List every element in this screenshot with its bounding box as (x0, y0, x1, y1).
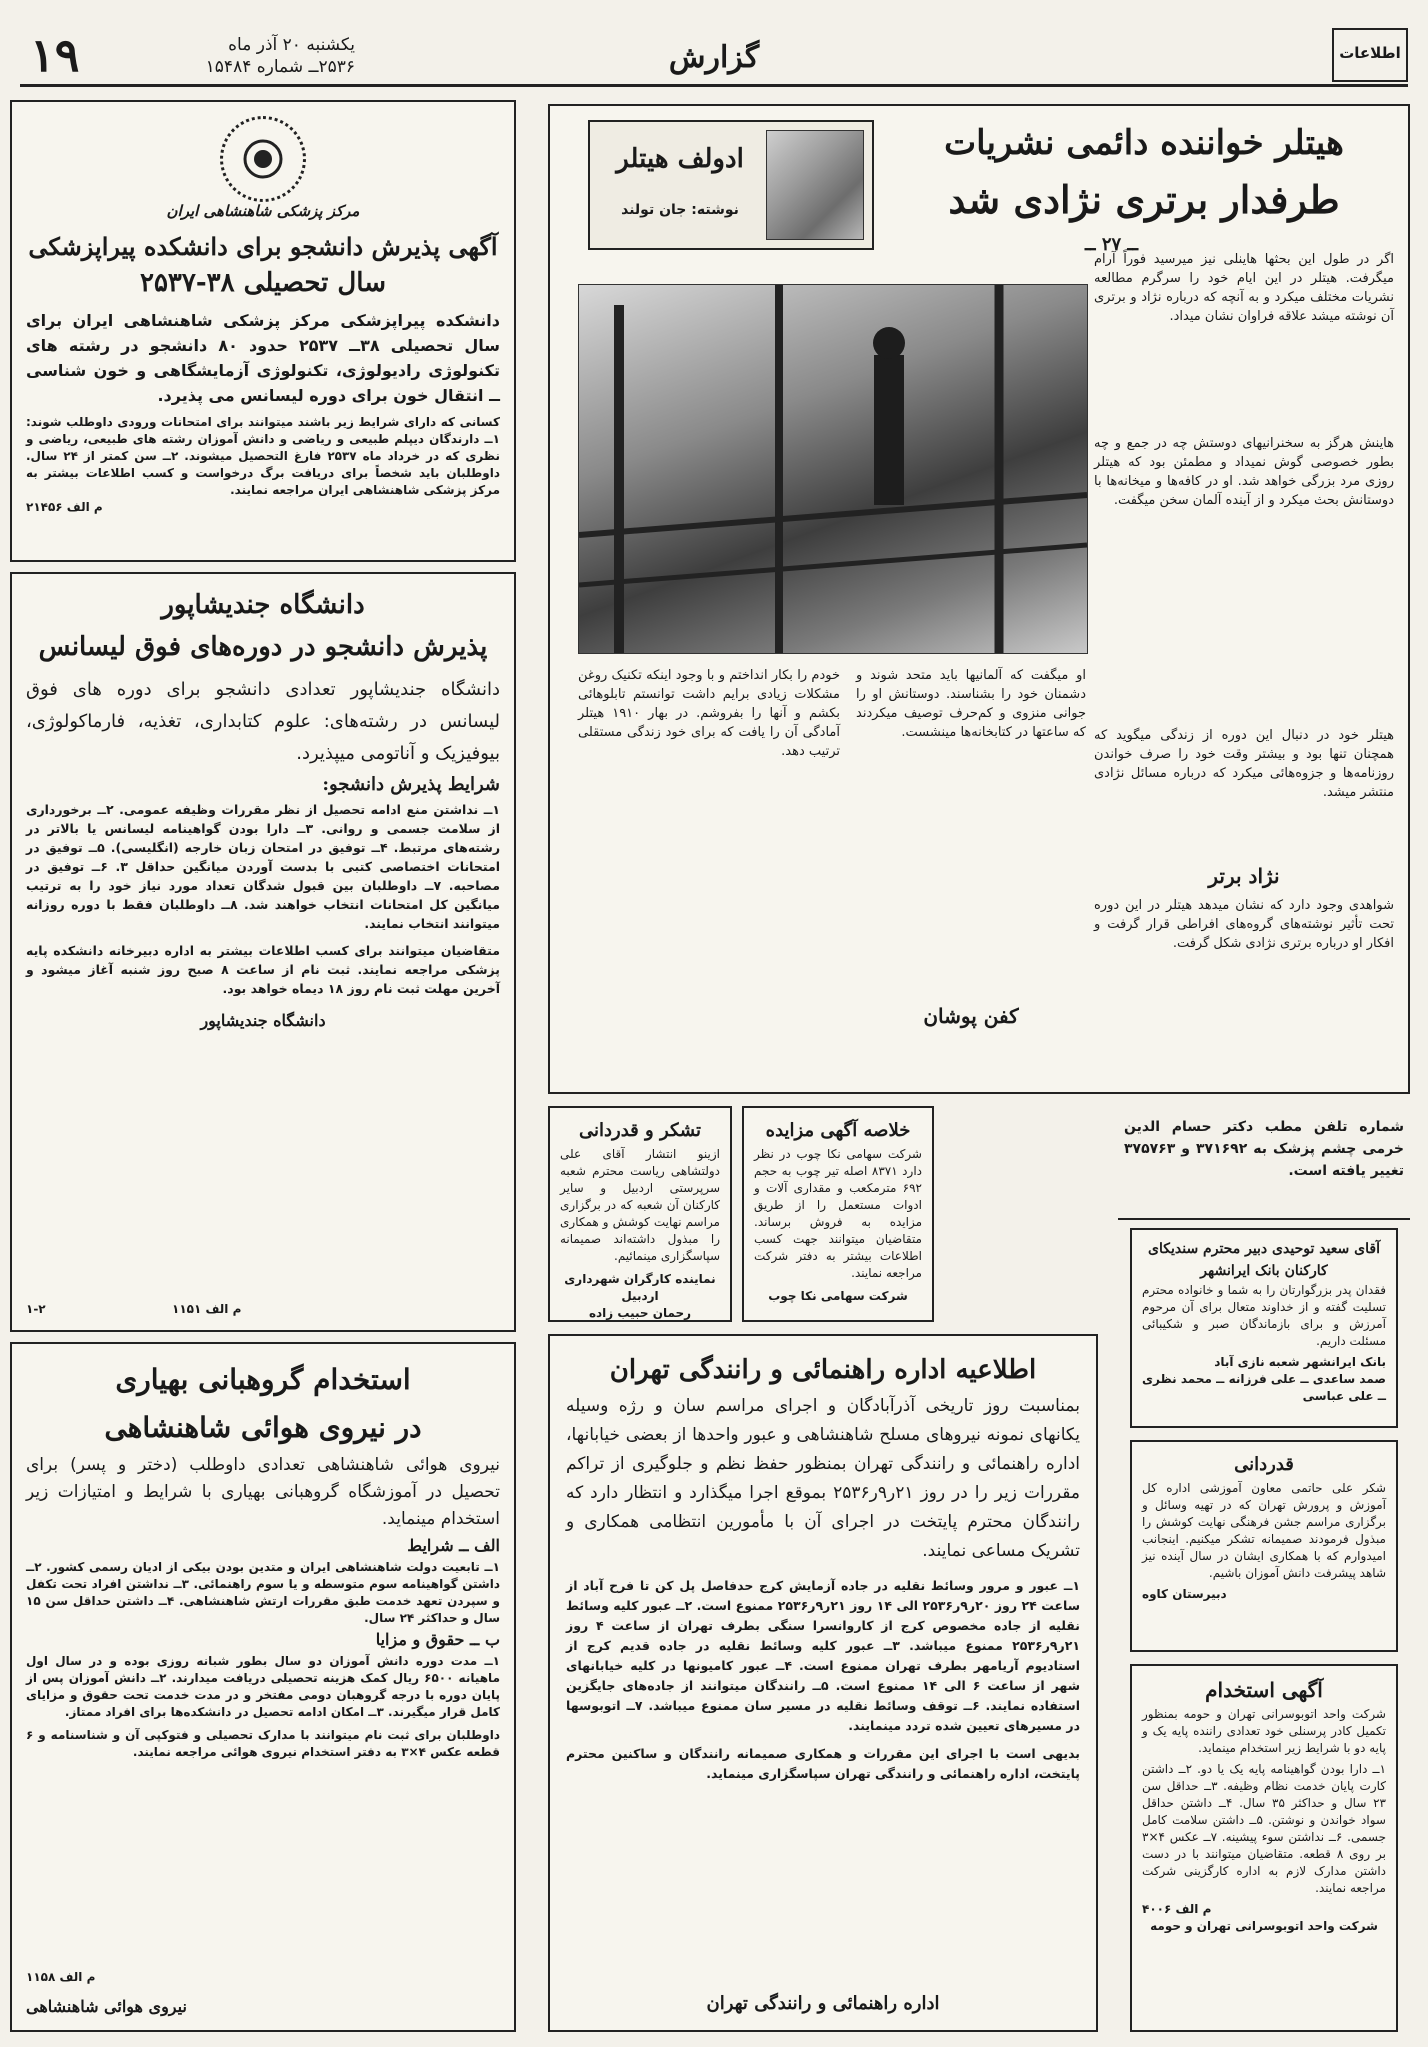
article-headline: هیتلر خواننده دائمی نشریات (944, 123, 1344, 163)
section-title: گزارش (668, 40, 760, 75)
paramedical-ad (10, 100, 516, 562)
paramedical-title: آگهی پذیرش دانشجو برای دانشکده پیراپزشکی (28, 232, 498, 261)
article-column-e: خودم را بکار انداختم و با وجود اینکه تکنیک روغن مشکلات زیادی برایم داشت توانستم تابلوهائی بکشم و آنها را بفروشم. در بهار ۱۹۱۰ هیتلر آمادگی آن را یافت که برای خود زندگی مستقلی ترتیب دهد. (578, 668, 841, 759)
airforce-subtitle: در نیروی هوائی شاهنشاهی (104, 1411, 422, 1444)
employment-code: م الف ۴۰۰۶ (1142, 1902, 1212, 1916)
article-column-d: او میگفت که آلمانیها باید متحد شوند و دشمنان خود را بشناسند. دوستانش او را جوانی منزوی و کم‌حرف توصیف میکردند که ساعتها در کتابخانه‌ها مینشست. (856, 668, 1086, 740)
article-column-a: هاینش هرگز به سخنرانیهای دوستش چه در جمع و چه بطور خصوصی گوش نمیداد و مطمئن بود که هیتلر روزی مرد بزرگی خواهد شد. او در کافه‌ها و میخانه‌ها با دوستانش بحث میکرد و از آینده آلمان سخن میگفت. (1094, 436, 1394, 508)
traffic-title: اطلاعیه اداره راهنمائی و رانندگی تهران (609, 1355, 1037, 1385)
jundishapur-ref: ۱-۲ (26, 1302, 46, 1316)
thanks-education-body: شکر علی حاتمی معاون آموزشی اداره کل آموزش و پرورش تهران که در تهیه وسائل و برگزاری مراسم جشن فرهنگی نهایت کوشش را مبذول فرمودند صمیمانه تشکر میکنیم. اینجانب امیدوارم که با همکاری ایشان در سال آینده نیز شاهد پیشرفت دانش آموزان باشیم. (1142, 1481, 1386, 1580)
series-title: ادولف هیتلر (616, 144, 744, 174)
jundishapur-body: دانشگاه جندیشاپور تعدادی دانشجو برای دوره های فوق لیسانس در رشته‌های: علوم کتابداری، تغذیه، فارماکولوژی، بیوفیزیک و آناتومی میپذیرد. (26, 679, 500, 764)
condolence-sign: بانک ایرانشهر شعبه نازی آباد (1214, 1355, 1386, 1369)
paramedical-code: م الف ۲۱۴۵۶ (26, 500, 103, 514)
medical-center-header (26, 112, 500, 230)
condolence-title: آقای سعید توحیدی دبیر محترم سندیکای کارکنان بانک ایرانشهر (1148, 1241, 1380, 1279)
thanks-ardabil-body: ازینو انتشار آقای علی دولتشاهی ریاست محترم شعبه سرپرستی اردبیل و سایر کارکنان آن شعبه که در برگزاری مراسم نهایت کوشش و همکاری را مبذول داشته‌اند صمیمانه سپاسگزاری مینمائیم. (560, 1147, 720, 1263)
phone-change-text: شماره تلفن مطب دکتر حسام الدین خرمی چشم پزشک به ۳۷۱۶۹۲ و ۳۷۵۷۶۳ تغییر یافته است. (1124, 1119, 1405, 1179)
article-column-b: هیتلر خود در دنبال این دوره از زندگی میگوید که همچنان تنها بود و بیشتر وقت خود را صرف خواندن روزنامه‌ها و جزوه‌هائی میکرد که درباره مسائل نژادی منتشر میشد. (1094, 728, 1394, 800)
header-rule (20, 84, 1408, 87)
hitler-article (548, 104, 1410, 1094)
subhead-superior-race: نژاد برتر (1208, 864, 1280, 888)
employment-conditions: ۱ــ دارا بودن گواهینامه پایه یک یا دو. ۲ــ داشتن کارت پایان خدمت نظام وظیفه. ۳ــ حداقل سن ۲۳ سال و حداکثر ۳۵ سال. ۴ــ داشتن حداقل سواد خواندن و نوشتن. ۵ــ داشتن سلامت کامل جسمی. ۶ــ نداشتن سوء پیشینه. ۷ــ عکس ۴×۳ بر روی ۸ قطعه. متقاضیان میتوانند با در دست داشتن مدارک لازم به اداره کارگزینی شرکت مراجعه نمایند. (1142, 1762, 1387, 1895)
airforce-title: استخدام گروهبانی بهیاری (115, 1363, 411, 1396)
paramedical-body: دانشکده پیراپزشکی مرکز پزشکی شاهنشاهی ایران برای سال تحصیلی ۳۸ــ ۲۵۳۷ حدود ۸۰ دانشجو در رشته های تکنولوژی رادیولوژی، تکنولوژی آزمایشگاهی و خون شناسی ــ انتقال خون برای دوره لیسانس می پذیرد. (26, 311, 501, 405)
paramedical-terms: کسانی که دارای شرایط زیر باشند میتوانند برای امتحانات ورودی داوطلب شوند: ۱ــ دارندگان دیپلم طبیعی و ریاضی و دانش آموزان رشته های طبیعی، ریاضی و نظری که در خرداد ماه ۲۵۳۷ فارغ التحصیل میشوند. ۲ــ سن کمتر از ۲۴ سال. داوطلبان باید شخصاً برای دریافت برگ درخواست و کسب اطلاعات بیشتر به مرکز پزشکی شاهنشاهی ایران مراجعه نمایند. (26, 415, 500, 497)
issue-date (95, 34, 355, 78)
article-column-c: شواهدی وجود دارد که نشان میدهد هیتلر در این دوره تحت تأثیر نوشته‌های گروه‌های افراطی قرار گرفت و افکار او درباره برتری نژادی شکل گرفت. (1094, 898, 1394, 951)
thanks-education-sign: دبیرستان کاوه (1142, 1587, 1227, 1601)
article-intro: اگر در طول این بحثها هاینلی نیز میرسید فوراً آرام میگرفت. هیتلر در این ایام خود را سرگرم مطالعه نشریات مختلف میکرد و به آنچه که درباره نژاد و برتری آن نوشته میشد علاقه فراوان نشان میداد. (1094, 252, 1394, 324)
installment-number: ــ ۲۷ ــ (1085, 234, 1138, 255)
auction-title: خلاصه آگهی مزایده (765, 1120, 911, 1141)
date-line: یکشنبه ۲۰ آذر ماه (228, 35, 355, 55)
traffic-notice (548, 1334, 1098, 2032)
thanks-education-title: قدردانی (1234, 1454, 1294, 1475)
series-box (588, 120, 874, 250)
employment-sign: شرکت واحد اتوبوسرانی تهران و حومه (1150, 1919, 1378, 1933)
thanks-ardabil-title: تشکر و قدردانی (579, 1120, 701, 1141)
condolence-body: فقدان پدر بزرگوارتان را به شما و خانواده محترم تسلیت گفته و از خداوند متعال برای آن مرحوم آمرزش و برای بازماندگان صبر و شکیبائی مسئلت داریم. (1142, 1283, 1386, 1348)
airforce-conditions-head: الف ــ شرایط (407, 1536, 500, 1555)
jundishapur-signature: دانشگاه جندیشاپور (200, 1011, 326, 1030)
divider (1118, 1218, 1410, 1220)
traffic-signature: اداره راهنمائی و رانندگی تهران (706, 1993, 940, 2014)
hitler-portrait (766, 130, 864, 240)
jundishapur-ad (10, 572, 516, 1332)
traffic-rules: ۱ــ عبور و مرور وسائط نقلیه در جاده آزمایش کرج حدفاصل پل کن تا فرح آباد از ساعت ۲۴ روز ۲۰ر۹ر۲۵۳۶ الی ۱۴ روز ۲۱ر۹ر۲۵۳۶ ممنوع است. ۲ــ عبور کلیه وسائط نقلیه از جاده مخصوص کرج از کاروانسرا سنگی بطرف تهران از ساعت ۴ روز ۲۱ر۹ر۲۵۳۶ ممنوع میباشد. ۳ــ عبور کلیه وسائط نقلیه در جاده قدیم کرج از استادیوم آریامهر بطرف تهران ممنوع است. ۴ــ عبور کامیونها در کلیه خیابانهای شهر از ساعت ۶ الی ۱۴ ممنوع است. ۵ــ رانندگان میتوانند از جاده‌های جایگزین استفاده نمایند. ۶ــ توقف وسائط نقلیه در مسیر سان ممنوع میباشد. ۷ــ اتوبوسها در مسیرهای تعیین شده تردد مینمایند. (566, 1578, 1080, 1733)
thanks-education-ad (1130, 1440, 1398, 1652)
article-author: نوشته: جان تولند (621, 202, 739, 218)
phone-change-notice (1118, 1112, 1410, 1212)
auction-sign: شرکت سهامی نکا چوب (768, 1289, 908, 1303)
airforce-benefits-head: ب ــ حقوق و مزایا (375, 1630, 500, 1649)
airforce-intro: نیروی هوائی شاهنشاهی تعدادی داوطلب (دختر و پسر) برای تحصیل در آموزشگاه گروهبانی بهیاری با شرایط و امتیازات زیر استخدام مینماید. (26, 1455, 500, 1529)
employment-ad (1130, 1664, 1398, 2032)
article-subheadline: طرفدار برتری نژادی شد (948, 177, 1340, 222)
auction-ad (742, 1106, 934, 1322)
jundishapur-conditions-head: شرایط پذیرش دانشجو: (322, 774, 500, 795)
thanks-ardabil-ad (548, 1106, 732, 1322)
condolence-ad (1130, 1228, 1398, 1428)
thanks-ardabil-sign: نماینده کارگران شهرداری اردبیل (564, 1272, 716, 1303)
issue-line: ۲۵۳۶ــ شماره ۱۵۴۸۴ (205, 57, 355, 77)
jundishapur-subtitle: پذیرش دانشجو در دوره‌های فوق لیسانس (38, 632, 488, 662)
subhead-shroud-wearers: کفن پوشان (923, 1004, 1019, 1028)
thanks-ardabil-name: رحمان حبیب زاده (588, 1306, 692, 1320)
employment-title: آگهی استخدام (1205, 1678, 1323, 1702)
page-number: ۱۹ (30, 28, 80, 82)
auction-body: شرکت سهامی نکا چوب در نظر دارد ۸۳۷۱ اصله تیر چوب به حجم ۶۹۲ مترمکعب و مقداری آلات و ادوات مستعمل را از طریق مزایده به فروش برساند. متقاضیان میتوانند جهت کسب اطلاعات بیشتر به دفتر شرکت مراجعه نمایند. (754, 1147, 922, 1280)
medical-center-name: مرکز پزشکی شاهنشاهی ایران (166, 202, 360, 220)
airforce-code: م الف ۱۱۵۸ (26, 1970, 96, 1984)
airforce-signature: نیروی هوائی شاهنشاهی (26, 1997, 187, 2016)
jundishapur-more-info: متقاضیان میتوانند برای کسب اطلاعات بیشتر به اداره دبیرخانه دانشکده پایه پزشکی مراجعه نمایند. ثبت نام از ساعت ۸ صبح روز شنبه آغاز میشود و آخرین مهلت ثبت نام روز ۱۸ دیماه خواهد بود. (26, 943, 500, 996)
airforce-benefits: ۱ــ مدت دوره دانش آموزان دو سال بطور شبانه روزی بوده و در سال اول ماهیانه ۶۵۰۰ ریال کمک هزینه تحصیلی دریافت میدارند. ۲ــ دانش آموزان پس از پایان دوره با درجه گروهبان دومی مفتخر و در مدت خدمت تحت حقوق و مزایای کامل قرار میگیرند. ۳ــ امکان ادامه تحصیل در دانشکده‌ها برای افراد ممتاز. (26, 1654, 500, 1719)
airforce-ad (10, 1342, 516, 2032)
newspaper-logo: اطلاعات (1332, 28, 1408, 82)
employment-body: شرکت واحد اتوبوسرانی تهران و حومه بمنظور تکمیل کادر پرسنلی خود تعدادی راننده پایه یک و پایه دو با شرایط زیر استخدام مینماید. (1142, 1707, 1386, 1755)
airforce-registration: داوطلبان برای ثبت نام میتوانند با مدارک تحصیلی و فتوکپی آن و شناسنامه و ۶ قطعه عکس ۴×۳ به دفتر استخدام نیروی هوائی مراجعه نمایند. (26, 1728, 500, 1759)
paramedical-year: سال تحصیلی ۳۸-۲۵۳۷ (140, 268, 386, 298)
traffic-closing: بدیهی است با اجرای این مقررات و همکاری صمیمانه رانندگان و ساکنین محترم پایتخت، اداره راهنمائی و رانندگی تهران سپاسگزاری مینماید. (566, 1746, 1080, 1781)
jundishapur-title: دانشگاه جندیشاپور (161, 590, 365, 620)
condolence-names: صمد ساعدی ــ علی فرزانه ــ محمد نظری ــ علی عباسی (1142, 1372, 1386, 1403)
hitler-photo (578, 284, 1088, 654)
sun-lion-emblem-icon (220, 116, 306, 202)
jundishapur-code: م الف ۱۱۵۱ (172, 1302, 242, 1316)
airforce-conditions: ۱ــ تابعیت دولت شاهنشاهی ایران و متدین بودن بیکی از ادیان رسمی کشور. ۲ــ داشتن گواهینامه سوم متوسطه و یا سوم راهنمائی. ۳ــ نداشتن افراد تحت تکفل و سپردن تعهد خدمت طبق مقررات ارتش شاهنشاهی. ۴ــ داشتن حداقل سن ۱۵ سال و حداکثر ۲۴ سال. (26, 1560, 501, 1625)
traffic-intro: بمناسبت روز تاریخی آذرآبادگان و اجرای مراسم سان و رژه وسیله یکانهای نمونه نیروهای مسلح شاهنشاهی و عبور واحدها از بعضی خیابانها، اداره راهنمائی و رانندگی تهران بمنظور حفظ نظم و جلوگیری از تراکم مقررات زیر را در روز ۲۱ر۹ر۲۵۳۶ بموقع اجرا میگذارد و انتظار دارد که رانندگان محترم پایتخت در اجرای آن با مأمورین انتظامی همکاری و تشریک مساعی نمایند. (566, 1396, 1080, 1561)
jundishapur-conditions: ۱ــ نداشتن منع ادامه تحصیل از نظر مقررات وظیفه عمومی. ۲ــ برخورداری از سلامت جسمی و روانی. ۳ــ دارا بودن گواهینامه لیسانس یا بالاتر در رشته‌های مرتبط. ۴ــ توفیق در امتحان زبان خارجه (انگلیسی). ۵ــ توفیق در امتحانات اختصاصی کتبی با بدست آوردن میانگین حداقل ۳. ۶ــ توفیق در مصاحبه. ۷ــ داوطلبان بین قبول شدگان تعداد مورد نیاز خود را به ترتیب میانگین کل امتحانات انتخاب خواهند شد. ۸ــ داوطلبان فقط با دوره روزانه میتوانند انتخاب نمایند. (26, 802, 501, 931)
